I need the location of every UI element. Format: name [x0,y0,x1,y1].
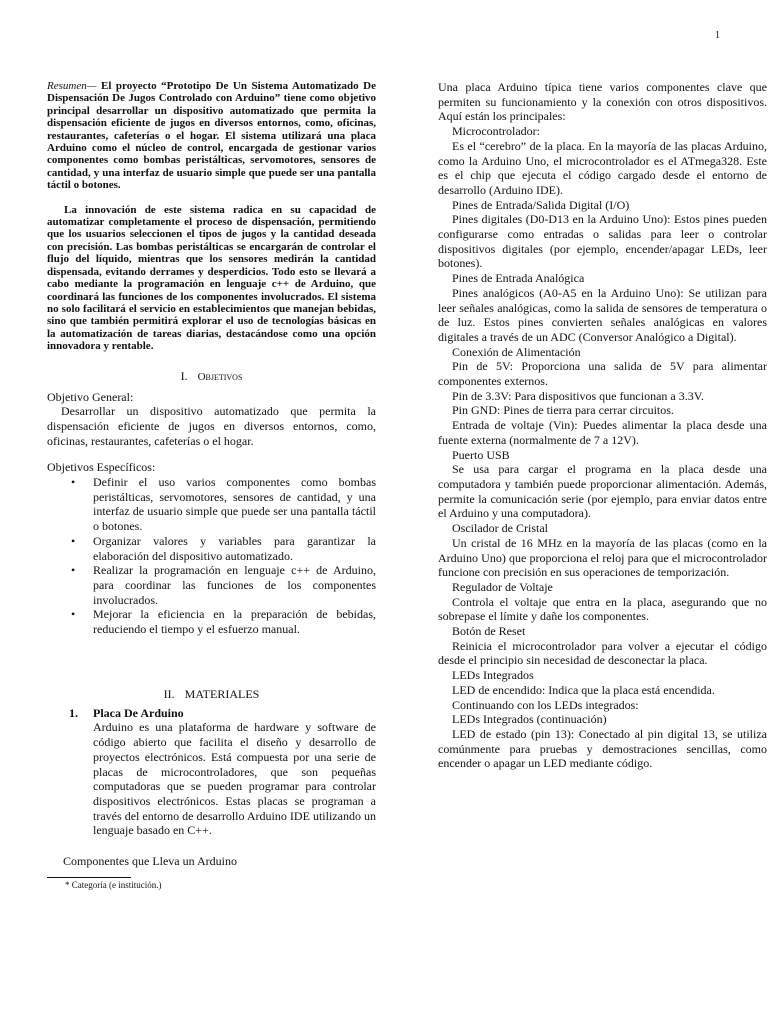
abstract-paragraph-1 [47,80,376,192]
section-heading-objetivos [47,369,376,384]
component-description: Un cristal de 16 MHz en la mayoría de las placas (como en la Arduino Uno) que proporciona el reloj para que el microcontrolador funcione con precisión en sus operaciones de temporización. [438,535,767,580]
item-text: Arduino es una plataforma de hardware y software de código abierto que facilita el diseño y desarrollo de proyectos electrónicos. Está compuesta por una serie de placas de microcontroladores, que son pequeñas computadoras que se pueden programar para controlar dispositivos electrónicos. Estas placas se programan a través del entorno de desarrollo Arduino IDE utilizando un lenguaje basado en C++. [93,720,376,838]
component-description: LED de encendido: Indica que la placa está encendida. [452,682,715,697]
section-number: II. [163,686,175,701]
component-description: Entrada de voltaje (Vin): Puedes alimentar la placa desde una fuente externa (normalmente de 7 a 12V). [438,418,767,447]
objetivos-especificos-heading: Objetivos Específicos: [47,460,156,475]
bullet-icon: • [71,563,76,578]
component-heading: LEDs Integrados (continuación) [452,712,607,727]
abstract-label: Resumen— [47,80,97,92]
components-label: Componentes que Lleva un Arduino [63,854,237,869]
right-column [438,80,767,771]
component-heading: Pines de Entrada Analógica [452,271,585,286]
list-item-text: Mejorar la eficiencia en la preparación de bebidas, reduciendo el tiempo y el esfuerzo manual. [93,607,376,637]
component-description: Controla el voltaje que entra en la placa, asegurando que no sobrepase el límite y dañe los componentes. [438,594,767,624]
objetivo-general-text: Desarrollar un dispositivo automatizado que permita la dispensación eficiente de jugos en diversos entornos, como, oficinas, restaurantes, cafeterías o el hogar. [47,404,376,448]
component-description: Pines digitales (D0-D13 en la Arduino Uno): Estos pines pueden configurarse como entradas o salidas para leer o controlar dispositivos digitales (por ejemplo, encender/apagar LEDs, leer botones). [438,212,767,271]
bullet-icon: • [71,607,76,622]
bullet-icon: • [71,533,76,548]
component-heading: Botón de Reset [452,624,526,639]
component-heading: Regulador de Voltaje [452,579,553,594]
objetivo-general-heading: Objetivo General: [47,389,134,404]
objetivos-list [47,475,376,637]
component-heading: Puerto USB [452,447,510,462]
bullet-icon: • [71,475,76,490]
list-item-text: Realizar la programación en lenguaje c++ de Arduino, para coordinar las funciones de los componentes involucrados. [93,563,376,607]
component-description: Pin de 5V: Proporciona una salida de 5V para alimentar componentes externos. [438,359,767,389]
list-item [47,534,376,563]
component-heading: Microcontrolador: [452,124,540,139]
component-description: Se usa para cargar el programa en la placa desde una computadora y también puede proporcionar alimentación. Además, permite la comunicación serie (por ejemplo, para enviar datos entre el Arduino y una computadora). [438,462,767,521]
components-intro: Una placa Arduino típica tiene varios componentes clave que permiten su funcionamiento y la conexión con otros dispositivos. Aquí están los principales: [438,80,767,124]
footnote: * Categoría (e institución.) [65,879,162,890]
section-title: MATERIALES [184,686,260,701]
component-description: Pin de 3.3V: Para dispositivos que funcionan a 3.3V. [452,388,704,403]
item-title: Placa De Arduino [93,705,184,720]
component-heading: Oscilador de Cristal [452,521,548,536]
component-description: Pin GND: Pines de tierra para cerrar circuitos. [452,403,674,418]
spacer [47,448,376,460]
section-title: Objetivos [197,370,243,383]
abstract-paragraph-2: La innovación de este sistema radica en su capacidad de automatizar completamente el proceso de dispensación, permitiendo que los usuarios seleccionen el tipos de jugos y la cantidad deseada con precisión. Las bombas peristálticas se encargarán de controlar el flujo del líquido, mientras que los sensores medirán la cantidad dispensada, evitando derrames y desperdicios. Todo esto se llevará a cabo mediante la programación en lenguaje c++ de Arduino, que coordinará las funciones de los componentes involucrados. El sistema no solo facilitará el servicio en establecimientos que manejan bebidas, sino que también permitirá explorar el uso de tecnologías básicas en la automatización de tareas diarias, destacándose como una opción innovadora y rentable. [47,203,376,353]
component-description: Pines analógicos (A0-A5 en la Arduino Uno): Se utilizan para leer señales analógicas, como la salida de sensores de temperatura o de luz. Estos pines convierten señales analógicas en valores digitales a través de un ADC (Conversor Analógico a Digital). [438,285,767,344]
list-item-text: Definir el uso varios componentes como bombas peristálticas, servomotores, sensores de cantidad, y una interfaz de usuario simple que puede ser una pantalla táctil o botones. [93,475,376,534]
component-heading: LEDs Integrados [452,668,534,683]
component-heading: Continuando con los LEDs integrados: [452,697,639,712]
section-heading-materiales [47,687,376,702]
component-heading: Pines de Entrada/Salida Digital (I/O) [452,197,630,212]
section-number: I. [180,368,188,383]
list-item [47,475,376,534]
page-number: 1 [715,30,720,41]
list-item [47,563,376,607]
component-heading: Conexión de Alimentación [452,344,581,359]
list-item-text: Organizar valores y variables para garantizar la elaboración del dispositivo automatizado. [93,533,376,563]
components-list [438,124,767,771]
abstract-text-1: El proyecto “Prototipo De Un Sistema Automatizado De Dispensación De Jugos Controlado con Arduino” tiene como objetivo principal desarrollar un dispositivo automatizado que permita la dispensación eficiente de jugos en diversos entornos, como, oficinas, restaurantes, cafeterías o el hogar. El sistema utilizará una placa Arduino como el núcleo de control, encargada de gestionar varios componentes como bombas peristálticas, servomotores, sensores de cantidad, y una interfaz de usuario simple que puede ser una pantalla táctil o botones. [47,80,376,192]
left-column [47,78,376,891]
numbered-item-placa [47,706,376,838]
list-item [47,607,376,636]
component-description: Reinicia el microcontrolador para volver a ejecutar el código desde el principio sin necesidad de desconectar la placa. [438,638,767,668]
footnote-divider [47,877,131,878]
item-number: 1. [69,705,78,720]
component-description: Es el “cerebro” de la placa. En la mayoría de las placas Arduino, como la Arduino Uno, el microcontrolador es el ATmega328. Este es el chip que ejecuta el código cargado desde el entorno de desarrollo (Arduino IDE). [438,138,767,197]
component-description: LED de estado (pin 13): Conectado al pin digital 13, se utiliza comúnmente para pruebas y demostraciones sencillas, como encender o apagar un LED mediante código. [438,726,767,771]
